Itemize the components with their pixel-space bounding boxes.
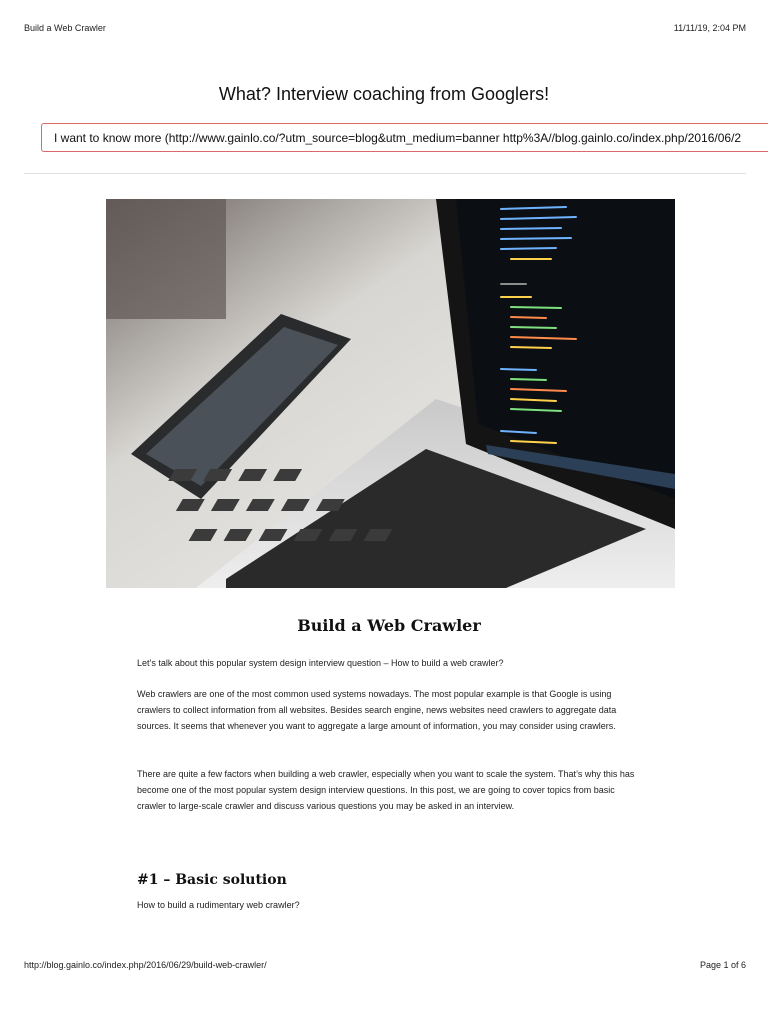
article-paragraph-3 bbox=[137, 766, 637, 814]
print-footer-page-number: Page 1 of 6 bbox=[699, 960, 746, 970]
divider bbox=[24, 173, 746, 174]
banner-link[interactable]: I want to know more (http://www.gainlo.co/?utm_source=blog&utm_medium=banner http%3A//blog.gainlo.co/index.php/2016/06/2 bbox=[41, 123, 768, 152]
print-header-timestamp: 11/11/19, 2:04 PM bbox=[673, 23, 746, 33]
article-paragraph-3-text: There are quite a few factors when building a web crawler, especially when you want to scale the system. That’s why this has become one of the most popular system design interview questions. In this post, we are going to cover topics from basic crawler to large-scale crawler and discuss various questions you may be asked in an interview. bbox=[137, 769, 635, 811]
article-paragraph-2-text: Web crawlers are one of the most common used systems nowadays. The most popular example is that Google is using crawlers to collect information from all websites. Besides search engine, news websites need crawlers to aggregate data sources. It seems that whenever you want to aggregate a large amount of information, you may consider using crawlers. bbox=[137, 689, 617, 731]
print-footer bbox=[24, 960, 746, 970]
article-paragraph-1 bbox=[137, 655, 637, 671]
article-paragraph-1-text: Let’s talk about this popular system design interview question – How to build a web crawler? bbox=[137, 658, 504, 668]
section-paragraph-text: How to build a rudimentary web crawler? bbox=[137, 900, 300, 910]
section-heading-basic-solution: #1 – Basic solution bbox=[137, 872, 287, 888]
section-paragraph bbox=[137, 897, 637, 913]
hero-image-laptop-illustration bbox=[106, 199, 675, 588]
article-paragraph-2 bbox=[137, 686, 637, 734]
hero-image-laptop bbox=[106, 199, 675, 588]
print-header-title: Build a Web Crawler bbox=[24, 23, 106, 33]
banner-title: What? Interview coaching from Googlers! bbox=[218, 84, 550, 104]
article-title: Build a Web Crawler bbox=[297, 616, 481, 635]
print-footer-url: http://blog.gainlo.co/index.php/2016/06/29/build-web-crawler/ bbox=[24, 960, 267, 970]
print-header bbox=[24, 23, 746, 33]
